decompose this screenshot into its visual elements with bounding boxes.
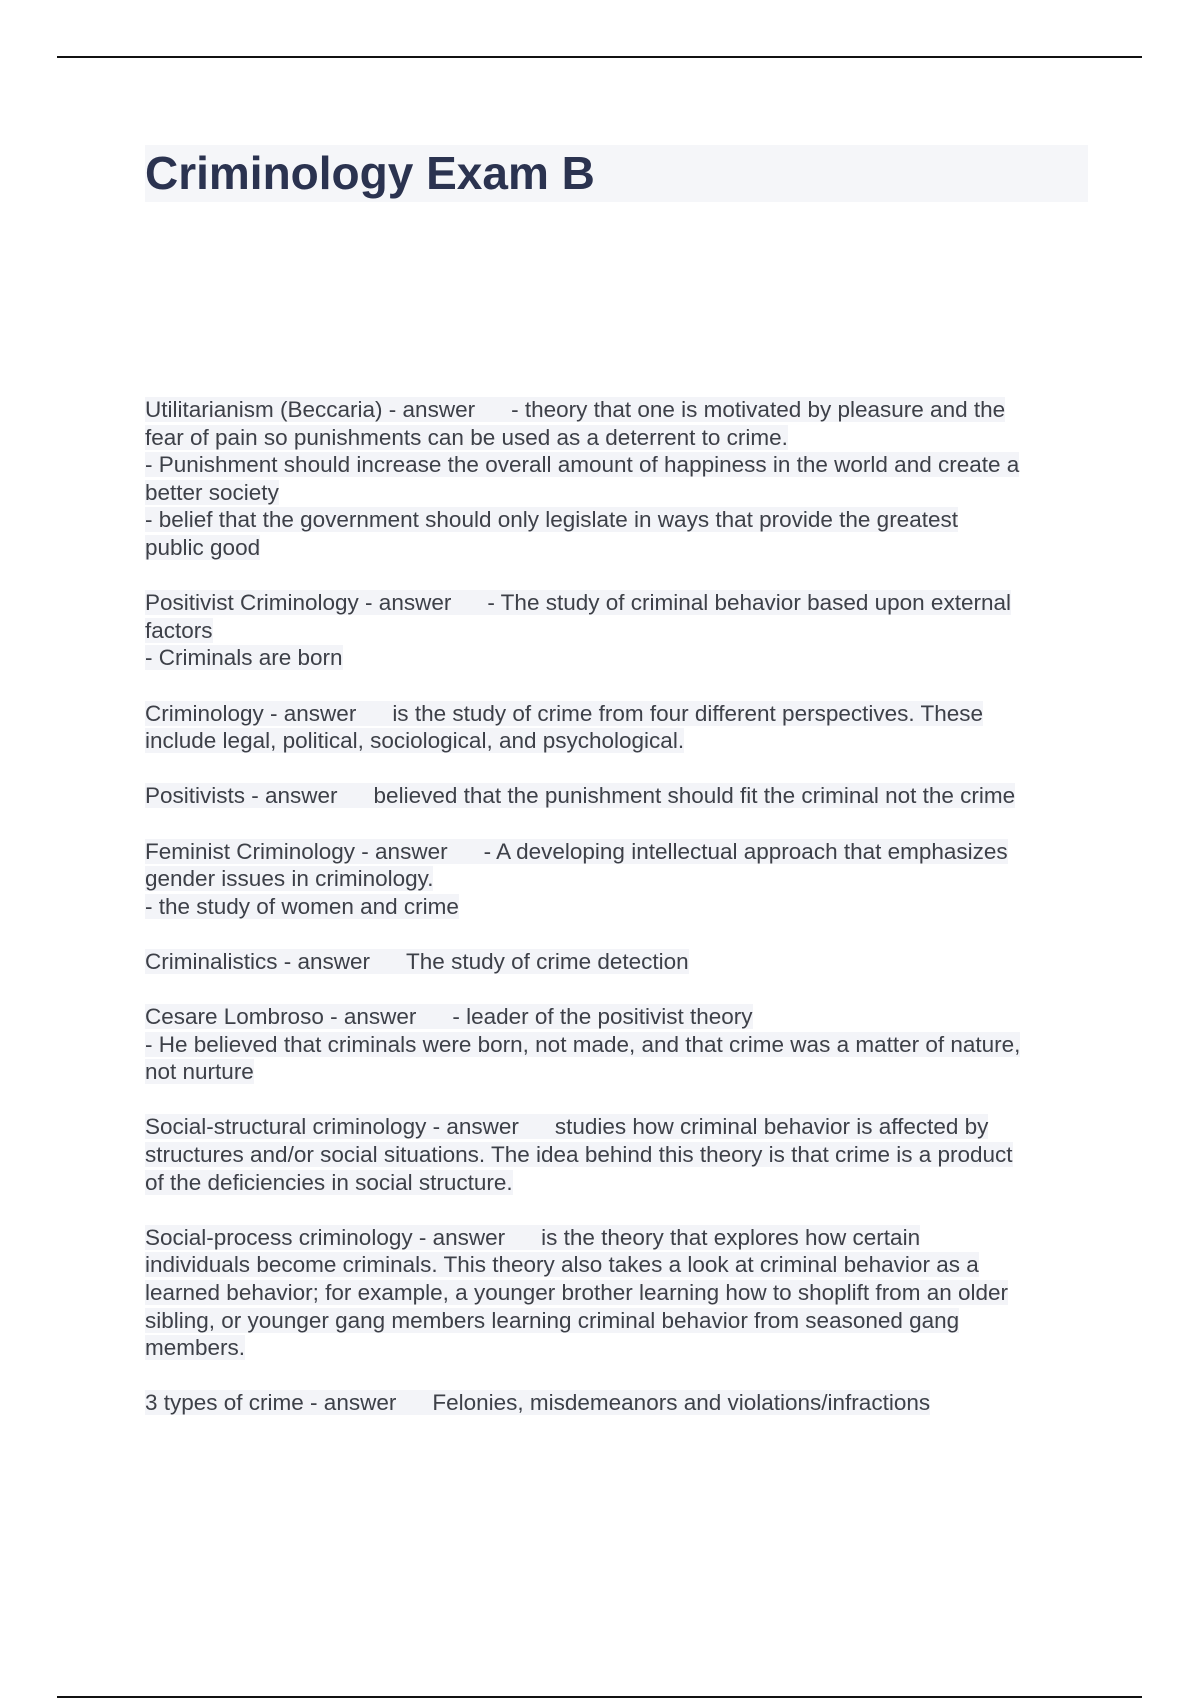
term: Criminalistics - answer (145, 948, 371, 974)
definition-line: gender issues in criminology. (145, 866, 434, 892)
definition-line: - He believed that criminals were born, not made, and that crime was a matter of nature, (145, 1031, 1021, 1057)
flashcard-entry (145, 589, 1095, 672)
flashcard-entry (145, 782, 1095, 810)
definition-line: believed that the punishment should fit the criminal not the crime (373, 783, 1016, 809)
definition-line: public good (145, 534, 261, 560)
definition-line: better society (145, 479, 279, 505)
term: Positivist Criminology - answer (145, 590, 452, 616)
definition-line: - A developing intellectual approach that emphasizes (483, 838, 1008, 864)
definition-line: studies how criminal behavior is affected by (554, 1114, 989, 1140)
bottom-rule (57, 1696, 1142, 1698)
definition-line: members. (145, 1335, 246, 1361)
definition-line: - theory that one is motivated by pleasure and the (511, 397, 1006, 422)
term: Utilitarianism (Beccaria) - answer (145, 397, 476, 422)
definition-line: - Criminals are born (145, 645, 343, 671)
flashcard-entry (145, 1389, 1095, 1417)
page-title: Criminology Exam B (145, 145, 1088, 202)
flashcard-entry (145, 1003, 1095, 1086)
definition-line: structures and/or social situations. The idea behind this theory is that crime is a product (145, 1142, 1013, 1168)
definition-line: is the study of crime from four different perspectives. These (392, 700, 983, 726)
definition-line: - belief that the government should only legislate in ways that provide the greatest (145, 507, 958, 533)
flashcard-entry (145, 838, 1095, 921)
term: Feminist Criminology - answer (145, 838, 448, 864)
definition-line: learned behavior; for example, a younger brother learning how to shoplift from an older (145, 1280, 1008, 1305)
flashcard-entry (145, 948, 1095, 976)
definition-line: sibling, or younger gang members learning criminal behavior from seasoned gang (145, 1307, 960, 1333)
definition-line: individuals become criminals. This theory also takes a look at criminal behavior as a (145, 1252, 979, 1278)
flashcard-entry (145, 1113, 1095, 1196)
term: Cesare Lombroso - answer (145, 1004, 417, 1030)
flashcard-entry (145, 396, 1095, 562)
definition-line: of the deficiencies in social structure. (145, 1169, 513, 1195)
definition-line: - the study of women and crime (145, 893, 459, 919)
flashcard-entry (145, 700, 1095, 755)
flashcard-entry (145, 1224, 1095, 1362)
term: Criminology - answer (145, 700, 357, 726)
definition-line: - Punishment should increase the overall amount of happiness in the world and create a (145, 452, 1020, 478)
definition-line: The study of crime detection (406, 948, 689, 974)
definition-line: - The study of criminal behavior based upon external (487, 590, 1011, 616)
term: Social-structural criminology - answer (145, 1114, 519, 1140)
term: 3 types of crime - answer (145, 1390, 397, 1416)
definition-line: - leader of the positivist theory (452, 1004, 753, 1030)
definition-line: is the theory that explores how certain (541, 1224, 921, 1250)
term: Social-process criminology - answer (145, 1224, 506, 1250)
definition-line: include legal, political, sociological, and psychological. (145, 728, 685, 754)
top-rule (57, 56, 1142, 58)
flashcard-list (145, 396, 1095, 1445)
definition-line: factors (145, 617, 213, 643)
definition-line: fear of pain so punishments can be used as a deterrent to crime. (145, 424, 788, 450)
definition-line: not nurture (145, 1059, 254, 1085)
term: Positivists - answer (145, 783, 338, 809)
definition-line: Felonies, misdemeanors and violations/infractions (432, 1390, 931, 1416)
